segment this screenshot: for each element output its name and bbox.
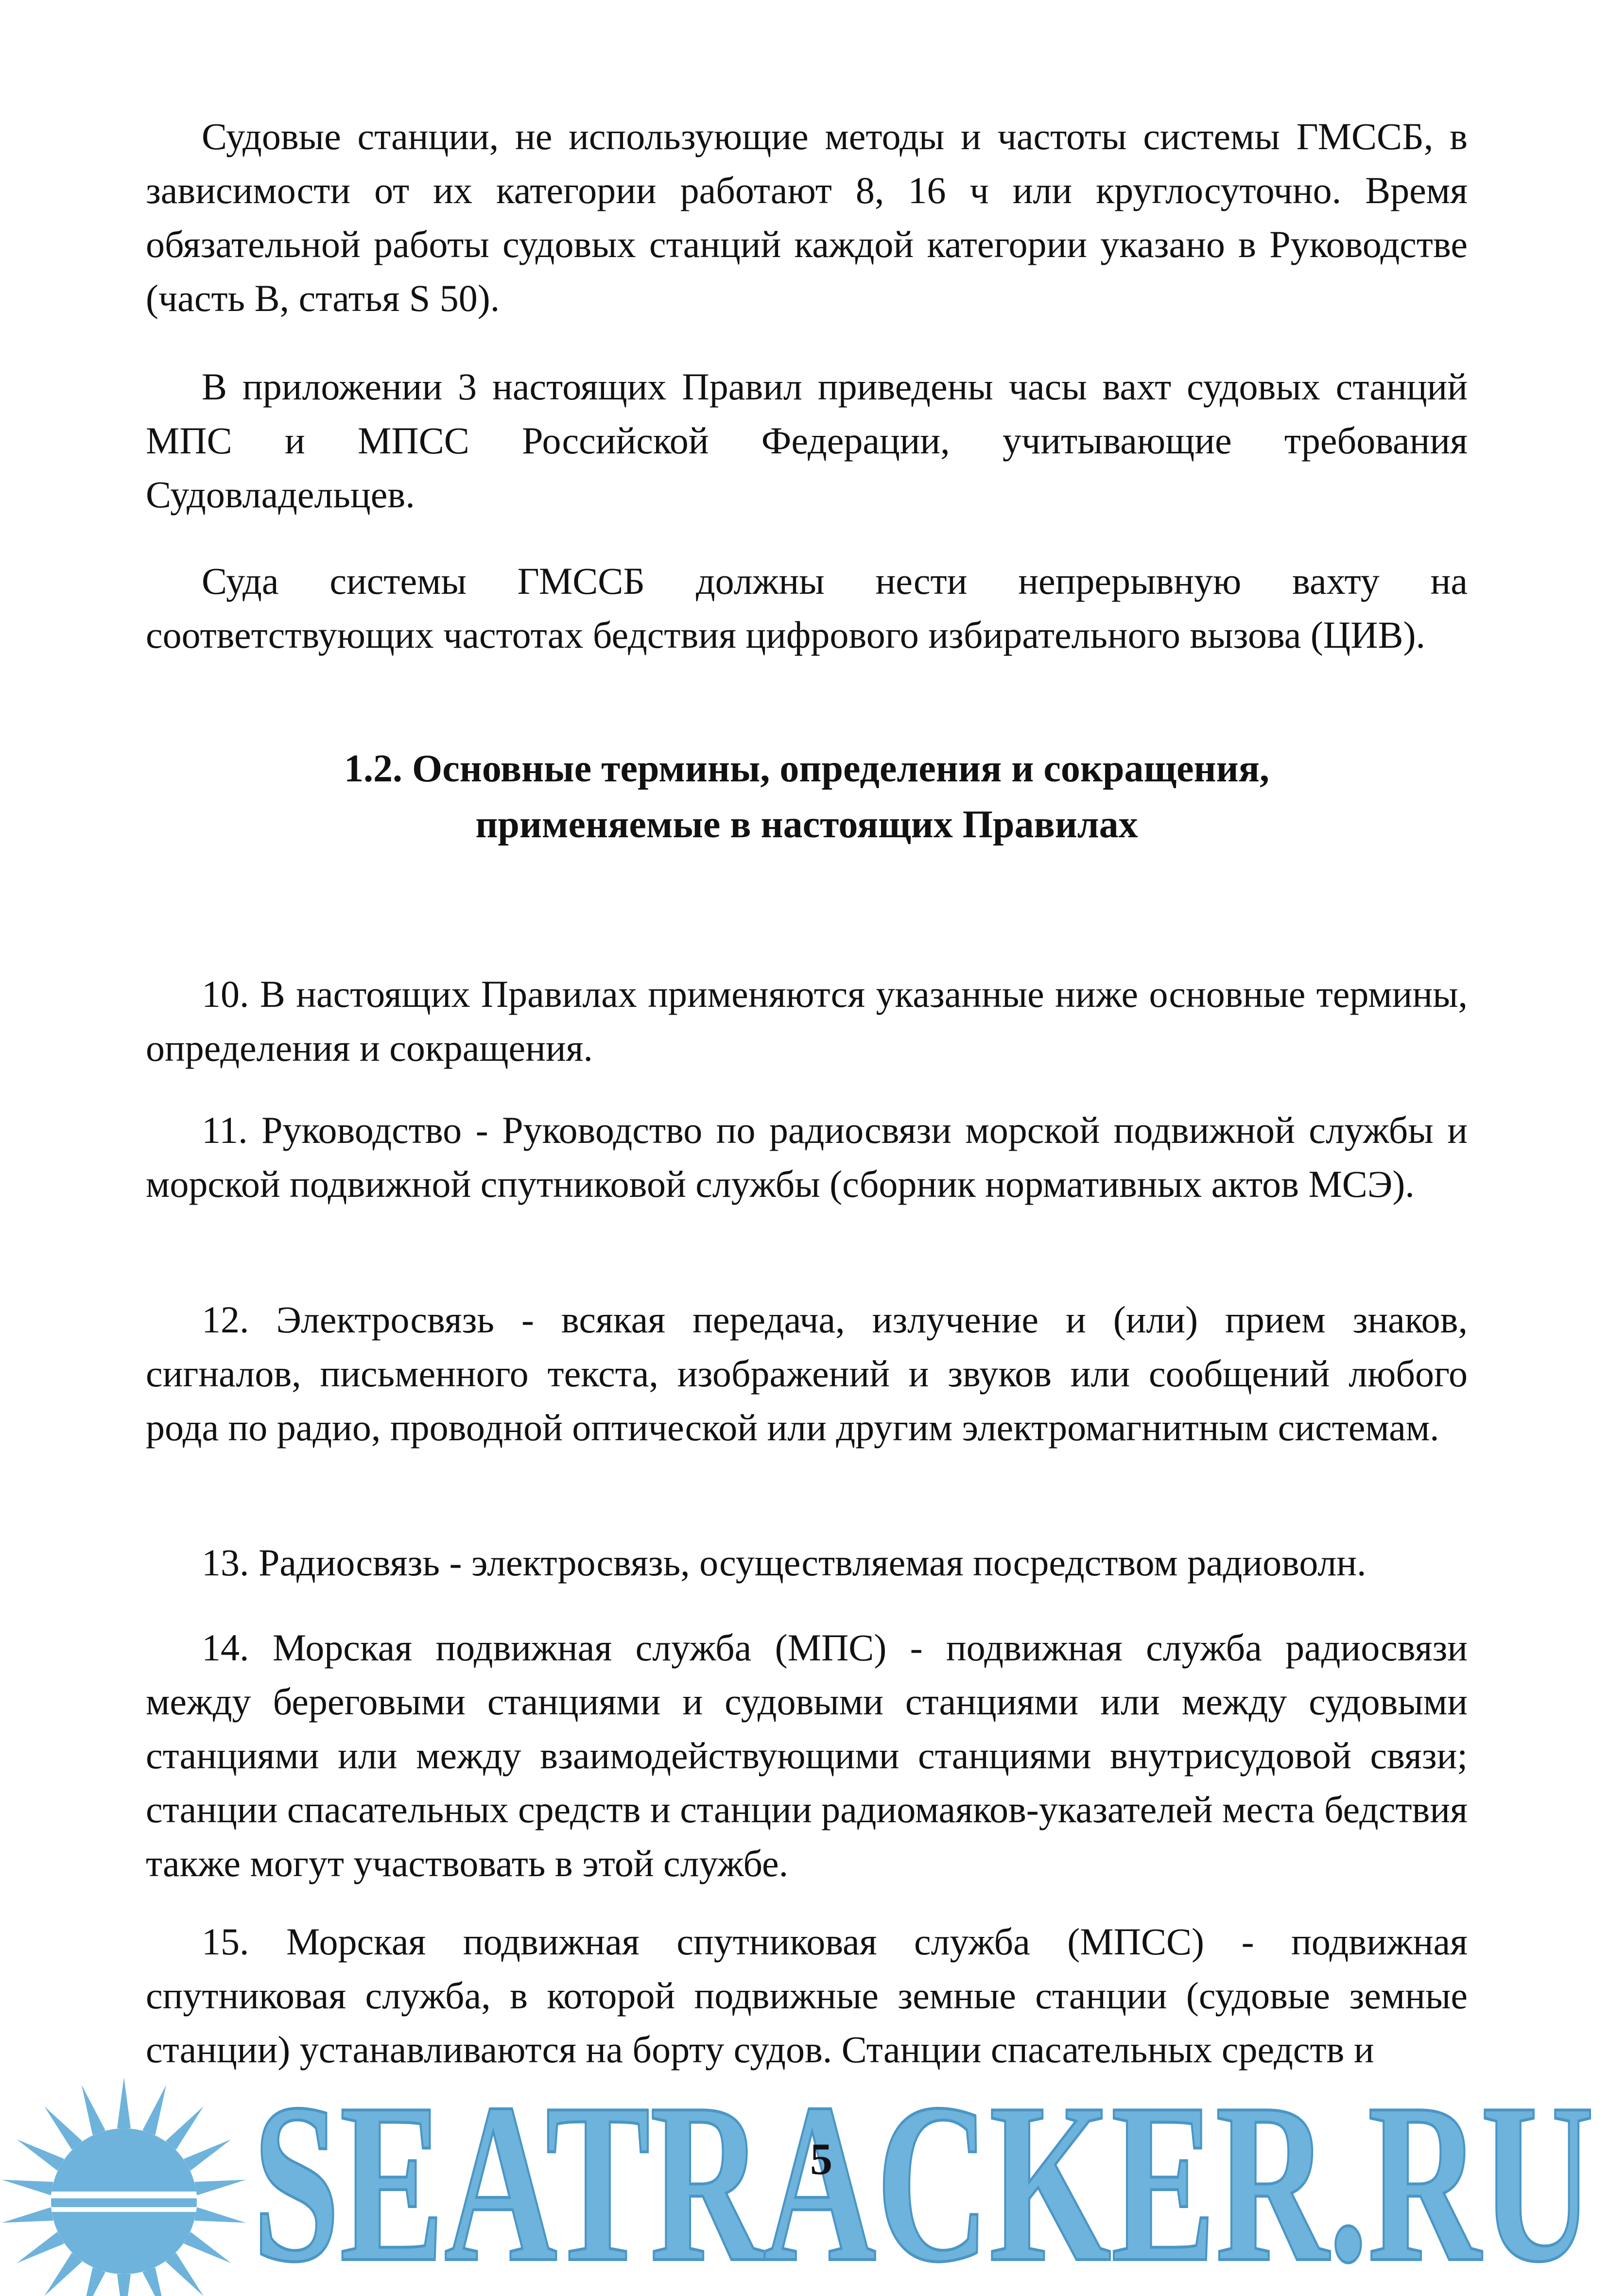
section-heading-line2: применяемые в настоящих Правилах [475,803,1138,846]
list-item: 15. Морская подвижная спутниковая служба (МПСС) - подвижная спутниковая служба, в которой подвижные земные станции (судовые земные станции) устанавливаются на борту судов. Станции спасательных средств и [146,1920,1468,2071]
list-item: 13. Радиосвязь - электросвязь, осуществляемая посредством радиоволн. [202,1541,1367,1584]
section-heading-line1: 1.2. Основные термины, определения и сокращения, [344,747,1269,790]
list-item: 11. Руководство - Руководство по радиосвязи морской подвижной службы и морской подвижной спутниковой службы (сборник нормативных актов МСЭ). [146,1109,1468,1205]
list-item: 12. Электросвязь - всякая передача, излучение и (или) прием знаков, сигналов, письменного текста, изображений и звуков или сообщений любого рода по радио, проводной оптической или другим электромагнитным системам. [146,1298,1468,1449]
paragraph-appendix-3: В приложении 3 настоящих Правил приведены часы вахт судовых станций МПС и МПСС Российской Федерации, учитывающие требования Судовладельцев. [146,365,1468,516]
paragraph-gmdss-dsc-watch: Суда системы ГМССБ должны нести непрерывную вахту на соответствующих частотах бедствия цифрового избирательного вызова (ЦИВ). [146,560,1468,656]
watermark-text: SEATRACKER.RU [253,2056,1594,2296]
list-item: 10. В настоящих Правилах применяются указанные ниже основные термины, определения и сокращения. [146,973,1468,1069]
list-item: 14. Морская подвижная служба (МПС) - подвижная служба радиосвязи между береговыми станциями и судовыми станциями или между судовыми станциями или между взаимодействующими станциями внутрисудовой связи; станции спасательных средств и станции радиомаяков-указателей места бедствия также могут участвовать в этой службе. [146,1626,1468,1884]
paragraph-watch-hours: Судовые станции, не использующие методы и частоты системы ГМССБ, в зависимости от их категории работают 8, 16 ч или круглосуточно. Время обязательной работы судовых станций каждой категории указано в Руководстве (часть B, статья S 50). [146,115,1468,319]
sun-icon [0,2077,248,2296]
page-number: 5 [810,2134,832,2184]
